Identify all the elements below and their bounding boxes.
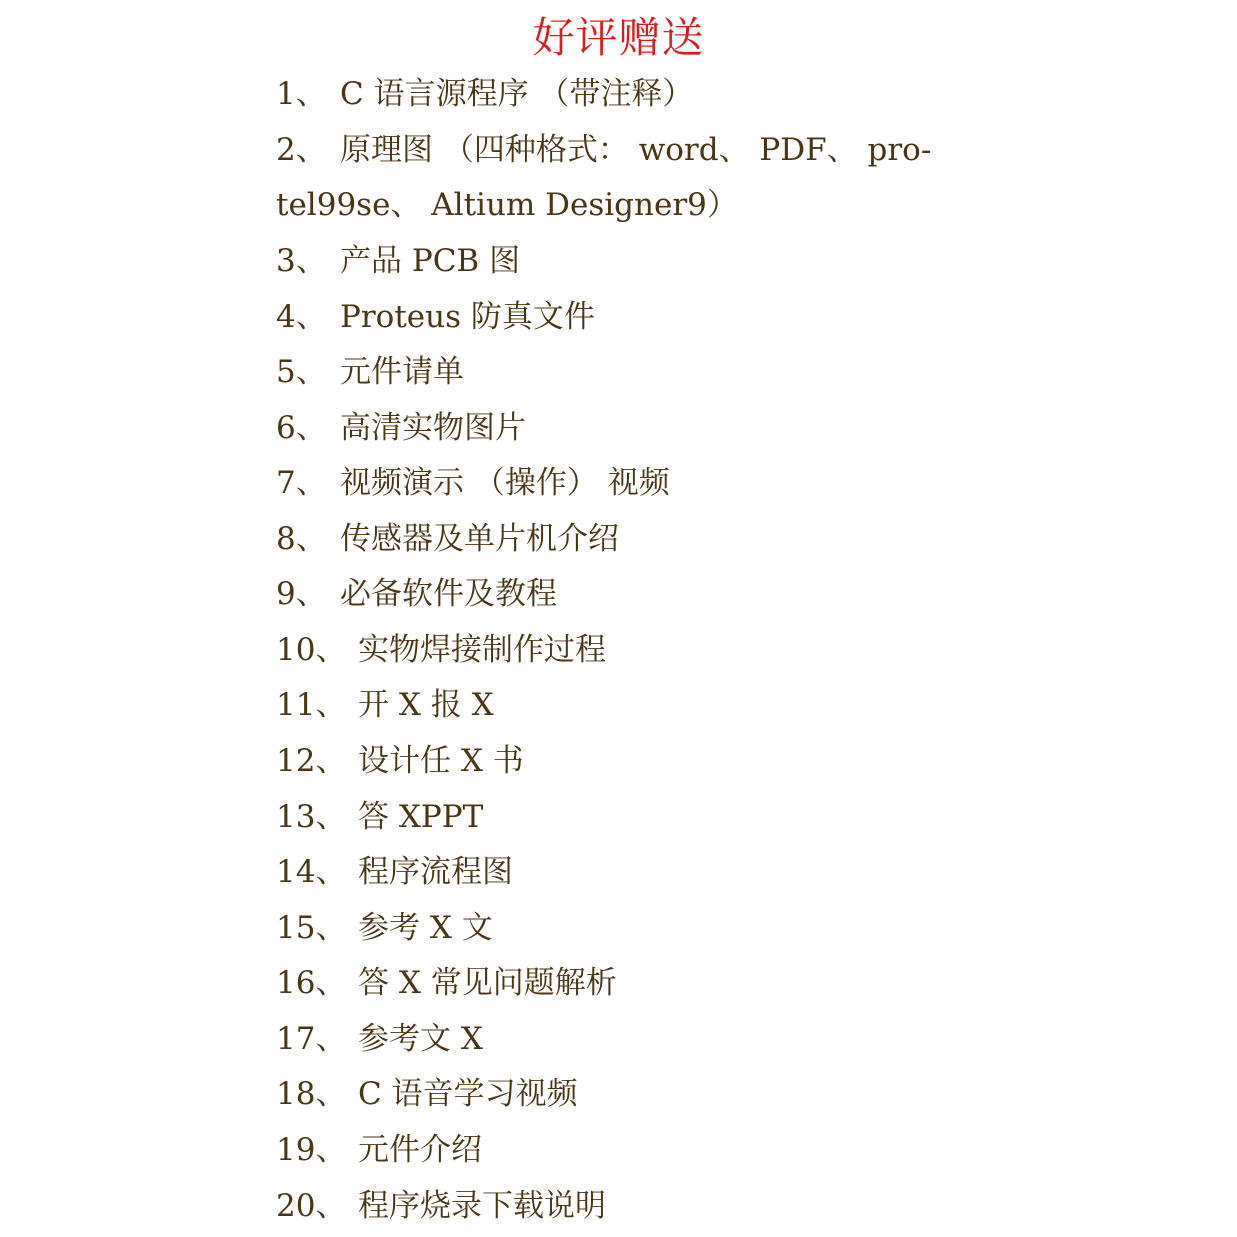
item-text: C 语言源程序 （带注释） [340,76,694,112]
list-item [276,297,595,337]
item-number: 12、 [276,743,347,779]
list-item [276,741,524,781]
list-item [276,852,513,892]
item-text: 参考文 X [358,1021,483,1057]
list-item [276,241,520,281]
item-number: 7、 [276,465,327,501]
item-text: 元件介绍 [358,1132,482,1168]
item-text: 开 X 报 X [358,687,494,723]
item-text: 设计任 X 书 [358,743,524,779]
item-number: 4、 [276,299,327,335]
item-number: 3、 [276,243,327,279]
item-number: 16、 [276,965,347,1001]
item-number: 13、 [276,799,347,835]
item-text: 传感器及单片机介绍 [340,521,619,557]
item-text: 程序烧录下载说明 [358,1188,606,1224]
list-item [276,797,483,837]
item-number: 18、 [276,1076,347,1112]
item-text: tel99se、 Altium Designer9） [276,187,738,223]
item-number: 9、 [276,576,327,612]
item-number: 10、 [276,632,347,668]
item-number: 1、 [276,76,327,112]
item-text: 答 X 常见问题解析 [358,965,617,1001]
item-number: 2、 [276,132,327,168]
item-number: 8、 [276,521,327,557]
item-number: 6、 [276,410,327,446]
list-item [276,519,619,559]
page-title: 好评赠送 [532,13,705,62]
list-item [276,1130,482,1170]
list-item [276,74,693,114]
item-text: 程序流程图 [358,854,513,890]
list-item [276,1019,483,1059]
item-number: 20、 [276,1188,347,1224]
list-item [276,908,493,948]
list-item [276,130,931,170]
list-item [276,1074,578,1114]
item-number: 14、 [276,854,347,890]
list-item [276,352,464,392]
list-item [276,685,494,725]
item-text: 答 XPPT [358,799,484,835]
list-item [276,574,557,614]
item-text: 视频演示 （操作） 视频 [340,465,670,501]
item-number: 17、 [276,1021,347,1057]
list-item [276,963,617,1003]
item-text: 参考 X 文 [358,910,493,946]
item-text: 实物焊接制作过程 [358,632,606,668]
item-text: 必备软件及教程 [340,576,557,612]
item-number: 5、 [276,354,327,390]
list-item [276,1186,606,1226]
item-number: 15、 [276,910,347,946]
item-text: Proteus 防真文件 [340,299,595,335]
item-number: 19、 [276,1132,347,1168]
item-number: 11、 [276,687,347,723]
item-text: C 语音学习视频 [358,1076,578,1112]
item-text: 高清实物图片 [340,410,526,446]
item-text: 元件请单 [340,354,464,390]
item-text: 原理图 （四种格式： word、 PDF、 pro- [340,132,932,168]
list-item [276,630,606,670]
list-item [276,408,526,448]
list-item-continuation [276,185,738,225]
item-text: 产品 PCB 图 [340,243,521,279]
list-item [276,463,670,503]
